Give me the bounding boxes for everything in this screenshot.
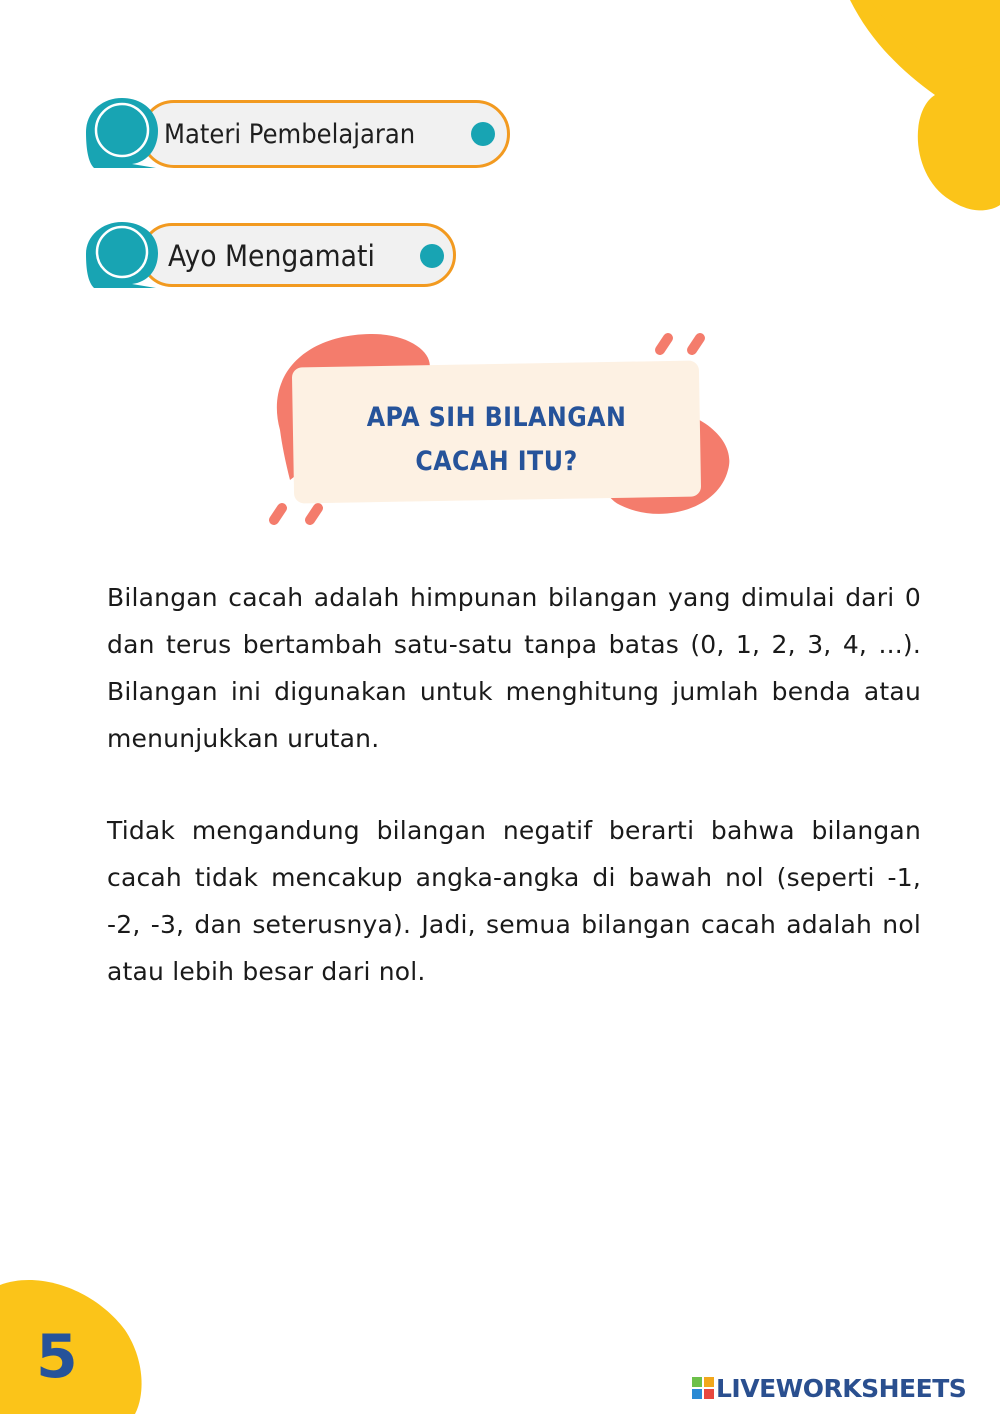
pill-dot-icon xyxy=(420,244,444,268)
pill-dot-icon xyxy=(471,122,495,146)
section-label-materi: Materi Pembelajaran xyxy=(164,119,416,150)
chat-bubble-icon xyxy=(84,96,164,170)
title-line-2: CACAH ITU? xyxy=(415,446,578,477)
chat-bubble-icon xyxy=(84,220,164,290)
page-title xyxy=(317,396,675,484)
paragraph-negative: Tidak mengandung bilangan negatif berarti bahwa bilangan cacah tidak mencakup angka-angka di bawah nol (seperti -1, -2, -3, dan seterusnya). Jadi, semua bilangan cacah adalah nol atau lebih besar dari nol. xyxy=(107,816,921,986)
page-number: 5 xyxy=(36,1322,78,1392)
liveworksheets-logo-icon xyxy=(692,1377,714,1399)
brand-footer xyxy=(692,1372,966,1404)
yellow-splash-top-right xyxy=(830,0,1000,215)
brand-name: LIVEWORKSHEETS xyxy=(716,1373,967,1403)
section-label-ayo: Ayo Mengamati xyxy=(168,239,375,273)
paragraph-definition: Bilangan cacah adalah himpunan bilangan yang dimulai dari 0 dan terus bertambah satu-satu tanpa batas (0, 1, 2, 3, 4, ...). Bilangan ini digunakan untuk menghitung jumlah benda atau menunjukkan urutan. xyxy=(107,583,921,753)
title-line-1: APA SIH BILANGAN xyxy=(366,402,627,433)
